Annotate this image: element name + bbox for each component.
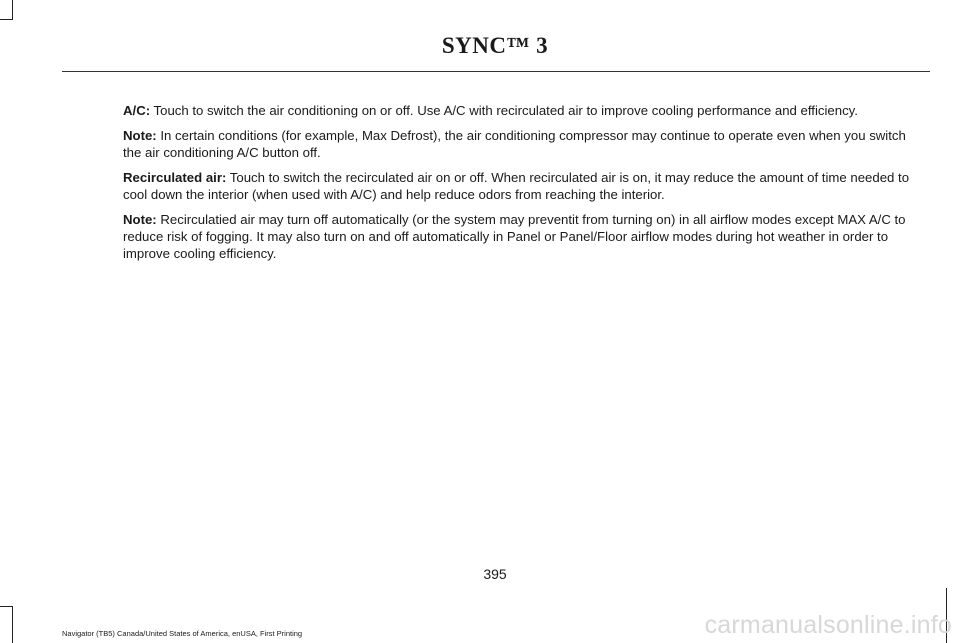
paragraph-text: Touch to switch the recirculated air on or off. When recirculated air is on, it may reduce the amount of time needed to cool down the interior (when used with A/C) and help reduce odors from reaching the interior.: [123, 170, 910, 202]
term-label: Recirculated air:: [123, 170, 227, 185]
footer-text: Navigator (TB5) Canada/United States of America, enUSA, First Printing: [62, 629, 303, 638]
paragraph-ac: [123, 102, 923, 119]
page-number: 395: [483, 566, 507, 582]
page-title: SYNC™ 3: [441, 33, 549, 58]
paragraph-text: Recirculatied air may turn off automatically (or the system may preventit from turning on) in all airflow modes except MAX A/C to reduce risk of fogging. It may also turn on and off automatically in Panel or Panel/Floor airflow modes during hot weather in order to improve cooling efficiency.: [123, 212, 906, 261]
header-rule: [62, 71, 930, 72]
paragraph-note-compressor: [123, 127, 923, 161]
paragraph-text: In certain conditions (for example, Max Defrost), the air conditioning compressor may continue to operate even when you switch the air conditioning A/C button off.: [123, 128, 906, 160]
paragraph-text: Touch to switch the air conditioning on or off. Use A/C with recirculated air to improve cooling performance and efficiency.: [150, 103, 858, 118]
crop-mark-top-left-vertical: [12, 0, 13, 20]
crop-mark-bottom-left-vertical: [12, 606, 13, 643]
term-label: A/C:: [123, 103, 151, 118]
paragraph-recirculated-air: [123, 169, 923, 203]
paragraph-note-recirculation: [123, 211, 923, 262]
crop-mark-bottom-left-horizontal: [0, 606, 13, 607]
content-body: [123, 102, 923, 270]
term-label: Note:: [123, 128, 157, 143]
crop-mark-top-left-horizontal: [0, 19, 13, 20]
term-label: Note:: [123, 212, 157, 227]
watermark-logo: carmanualsonline.info: [704, 611, 952, 639]
